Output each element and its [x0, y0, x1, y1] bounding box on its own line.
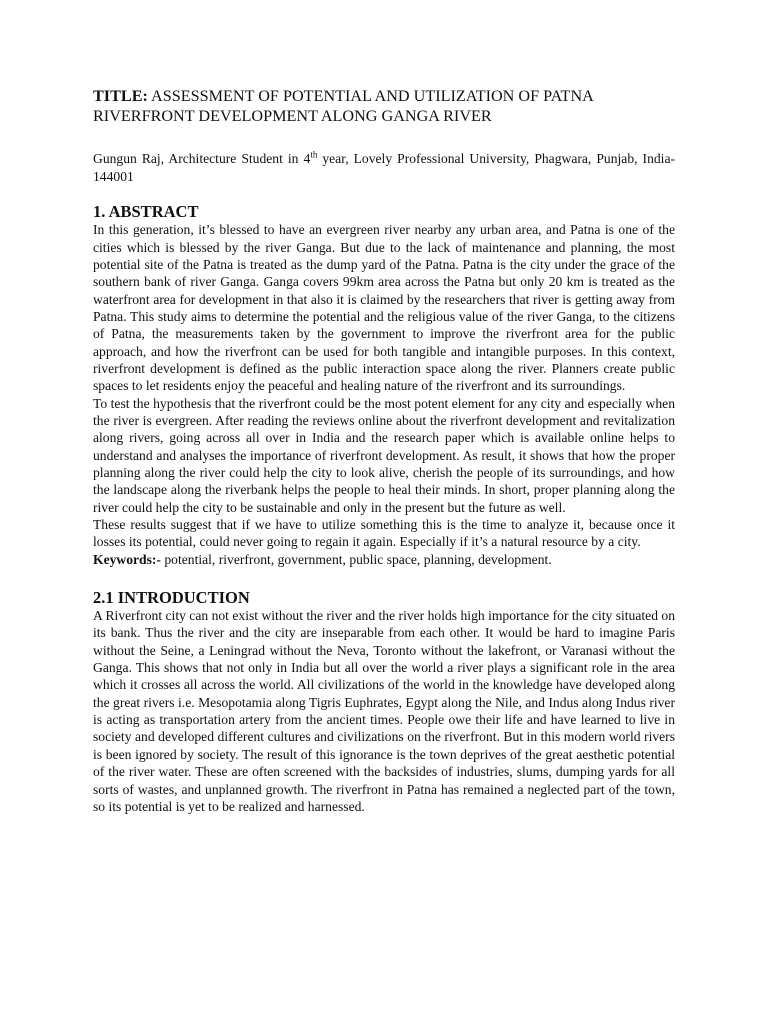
- author-text-before: Gungun Raj, Architecture Student in 4: [93, 151, 311, 166]
- keywords-label: Keywords:-: [93, 551, 161, 567]
- abstract-paragraph-3: These results suggest that if we have to utilize something this is the time to analyze it, because once it losses its potential, could never going to regain it again. Especially if it’s a natural resource by a city.: [93, 517, 675, 550]
- abstract-paragraph-1: In this generation, it’s blessed to have an evergreen river nearby any urban area, and Patna is one of the cities which is blessed by the river Ganga. But due to the lack of maintenance and planning, the most potential site of the Patna is treated as the dump yard of the Patna. Patna is the city under the grace of the southern bank of river Ganga. Ganga covers 99km area across the Patna but only 20 km is treated as the waterfront area for development in that also it is claimed by the researchers that river is getting away from Patna. This study aims to determine the potential and the religious value of the river Ganga, to the citizens of Patna, the measurements taken by the government to improve the riverfront area for the public approach, and how the riverfront can be used for both tangible and intangible purposes. In this context, riverfront development is defined as the public interaction space along the river. Planners create public spaces to let residents enjoy the peaceful and healing nature of the riverfront and its surroundings.: [93, 222, 675, 394]
- abstract-heading: 1. ABSTRACT: [93, 202, 199, 222]
- author-ordinal: th: [310, 149, 318, 160]
- title-label: TITLE:: [93, 87, 148, 105]
- abstract-paragraph-2: To test the hypothesis that the riverfront could be the most potent element for any city and especially when the river is evergreen. After reading the reviews online about the riverfront development and revitalization along rivers, going across all over in India and the research paper which is available online helps to understand and analyses the importance of riverfront development. As result, it shows that how the proper planning along the river could help the city to look alive, cherish the people of its surroundings, and how the landscape along the riverbank helps the people to heal their minds. In short, proper planning along the river could help the city to be sustainable and only in the present but the future as well.: [93, 395, 675, 515]
- introduction-paragraph: A Riverfront city can not exist without the river and the river holds high importance for the city situated on its bank. Thus the river and the city are inseparable from each other. It would be hard to imagine Paris without the Seine, a Leningrad without the Neva, Toronto without the lakefront, or Varanasi without the Ganga. This shows that not only in India but all over the world a river plays a significant role in the area which it crosses all across the world. All civilizations of the world in the knowledge have developed along the great rivers i.e. Mesopotamia along Tigris Euphrates, Egypt along the Nile, and Indus along Indus river is acting as transportation artery from the ancient times. People owe their life and have learned to live in society and developed different cultures and civilizations on the riverfront. But in this modern world rivers is been ignored by society. The result of this ignorance is the town deprives of the great aesthetic potential of the river water. These are often screened with the backsides of industries, slums, dumping yards for all sorts of wastes, and unplanned growth. The riverfront in Patna has remained a neglected part of the town, so its potential is yet to be realized and harnessed.: [93, 608, 675, 814]
- keywords-text: potential, riverfront, government, public space, planning, development.: [160, 551, 552, 567]
- paper-title: [93, 86, 675, 126]
- keywords-line: [93, 551, 675, 568]
- author-line: [93, 150, 675, 185]
- document-page: [93, 86, 675, 815]
- introduction-heading: 2.1 INTRODUCTION: [93, 588, 250, 608]
- author-text-after: year, Lovely Professional University, Phagwara, Punjab, India- 144001: [93, 151, 676, 184]
- title-text: ASSESSMENT OF POTENTIAL AND UTILIZATION OF PATNA RIVERFRONT DEVELOPMENT ALONG GANGA RIVER: [93, 87, 593, 125]
